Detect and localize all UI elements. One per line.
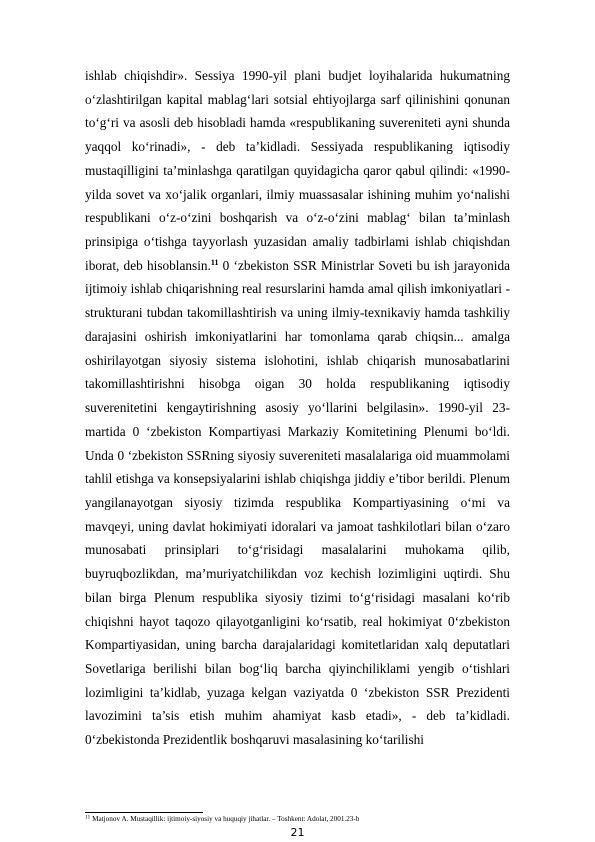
footnote-text: Matjonov A. Mustaqillik: ijtimoiy-siyosiy va huquqiy jihatlar. – Toshkent: Adolat, 2001.23-b bbox=[90, 815, 360, 823]
footnote-reference: 11 bbox=[210, 257, 219, 267]
page-number: 21 bbox=[290, 826, 305, 839]
main-paragraph bbox=[85, 64, 510, 752]
paragraph-text-part1: ishlab chiqishdir». Sessiya 1990-yil plani budjet loyihalarida hukumatning o‘zlashtirilgan kapital mablag‘lari sotsial ehtiyojlarga sarf qilinishini qonunan to‘g‘ri va asosli deb hisobladi hamda «respublikaning suvereniteti ayni shunda yaqqol ko‘rinadi», - deb ta’kidladi. Sessiyada respublikaning iqtisodiy mustaqilligini ta’minlashga qaratilgan quyidagicha qaror qabul qilindi: «1990-yilda sovet va xo‘jalik organlari, ilmiy muassasalar ishining muhim yo‘nalishi respublikani o‘z-o‘zini boshqarish va o‘z-o‘zini mablag‘ bilan ta’minlash prinsipiga o‘tishga tayyorlash yuzasidan amaliy tadbirlami ishlab chiqishdan iborat, deb hisoblansin. bbox=[85, 68, 510, 273]
footnote bbox=[85, 814, 525, 824]
footnote-divider bbox=[85, 812, 203, 813]
paragraph-text-part2: 0 ‘zbekiston SSR Ministrlar Soveti bu ish jarayonida ijtimoiy ishlab chiqarishning real resurslarini hamda amal qilish imkoniyatlari -strukturani tubdan takomillashtirish va uning ilmiy-texnikaviy hamda tashkiliy darajasini oshirish imkoniyatlarini har tomonlama qarab chiqsin... amalga oshirilayotgan siyosiy sistema islohotini, ishlab chiqarish munosabatlarini takomillashtirishni hisobga oigan 30 holda respublikaning iqtisodiy suverenitetini kengaytirishning asosiy yo‘llarini belgilasin». 1990-yil 23-martida 0 ‘zbekiston Kompartiyasi Markaziy Komitetining Plenumi bo‘ldi. Unda 0 ‘zbekiston SSRning siyosiy suvereniteti masalalariga oid muammolami tahlil etishga va konsepsiyalarini ishlab chiqishga jiddiy e’tibor berildi. Plenum yangilanayotgan siyosiy tizimda respublika Kompartiyasining o‘mi va mavqeyi, uning davlat hokimiyati idoralari va jamoat tashkilotlari bilan o‘zaro munosabati prinsiplari to‘g‘risidagi masalalarini muhokama qilib, buyruqbozlikdan, ma’muriyatchilikdan voz kechish lozimligini uqtirdi. Shu bilan birga Plenum respublika siyosiy tizimi to‘g‘risidagi masalani ko‘rib chiqishni hayot taqozo qilayotganligini ko‘rsatib, real hokimiyat 0‘zbekiston Kompartiyasidan, uning barcha darajalaridagi komitetlaridan xalq deputatlari Sovetlariga berilishi bilan bog‘liq barcha qiyinchiliklami yengib o‘tishlari lozimligini ta’kidlab, yuzaga kelgan vaziyatda 0 ‘zbekiston SSR Prezidenti lavozimini ta’sis etish muhim ahamiyat kasb etadi», - deb ta’kidladi. 0‘zbekistonda Prezidentlik boshqaruvi masalasining ko‘tarilishi bbox=[85, 257, 510, 748]
footnote-number: 11 bbox=[85, 814, 91, 821]
